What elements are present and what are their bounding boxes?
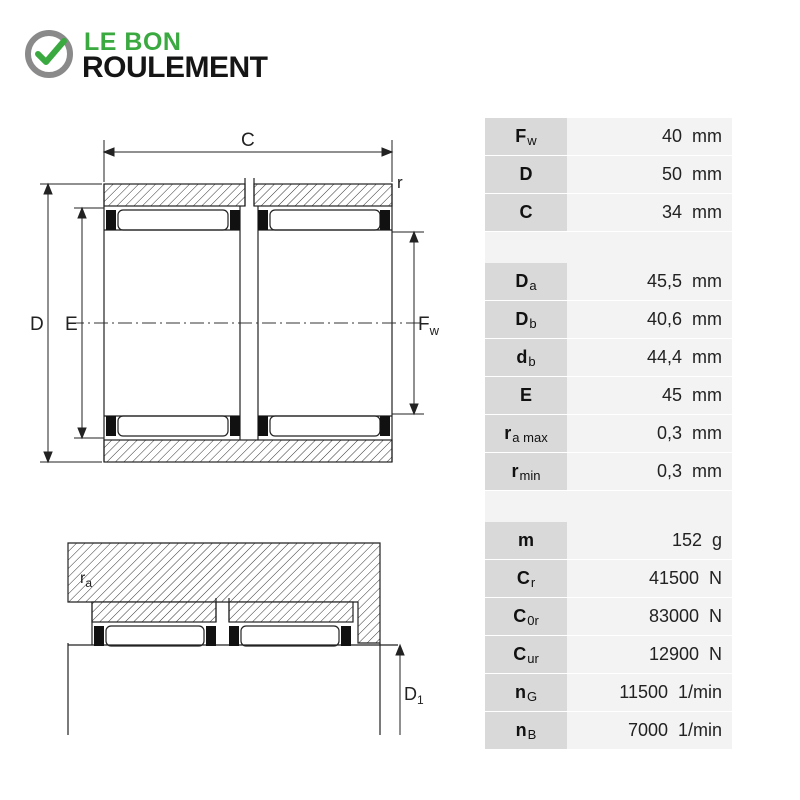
spec-row — [485, 118, 732, 156]
spec-value-cell — [567, 194, 732, 231]
spec-unit: mm — [692, 202, 722, 222]
spec-row — [485, 339, 732, 377]
spec-row — [485, 453, 732, 491]
spec-group-gap — [485, 232, 732, 263]
label-D1: $D_1$ — [404, 684, 424, 707]
spec-symbol-sub: r — [530, 575, 536, 590]
spec-symbol-main: D — [515, 309, 529, 329]
spec-symbol-main: m — [517, 530, 534, 550]
spec-value-cell — [567, 301, 732, 338]
spec-symbol-sub: b — [529, 316, 537, 331]
spec-symbol — [485, 301, 567, 338]
spec-symbol-sub: b — [528, 354, 536, 369]
spec-value-cell — [567, 118, 732, 155]
spec-unit: mm — [692, 461, 722, 481]
spec-value: 50 — [661, 164, 682, 184]
spec-symbol — [485, 522, 567, 559]
spec-group-mounting — [485, 263, 732, 491]
spec-row — [485, 598, 732, 636]
spec-unit: g — [711, 530, 722, 550]
spec-row — [485, 522, 732, 560]
spec-symbol — [485, 674, 567, 711]
spec-symbol — [485, 377, 567, 414]
spec-symbol — [485, 263, 567, 300]
logo-line1: LE BON — [84, 28, 182, 56]
dimension-D1 — [396, 645, 404, 735]
logo-line2: ROULEMENT — [82, 51, 268, 84]
spec-symbol-sub: 0r — [527, 613, 539, 628]
spec-symbol-sub: ur — [527, 651, 539, 666]
spec-value: 45,5 — [646, 271, 682, 291]
spec-unit: 1/min — [677, 682, 722, 702]
spec-value: 11500 — [619, 682, 668, 702]
spec-value: 40 — [661, 126, 682, 146]
spec-symbol-main: F — [515, 126, 527, 146]
spec-symbol — [485, 636, 567, 673]
spec-symbol — [485, 194, 567, 231]
spec-value: 0,3 — [656, 461, 682, 481]
label-Fw: $F_w$ — [418, 314, 439, 338]
spec-row — [485, 194, 732, 232]
spec-row — [485, 263, 732, 301]
spec-symbol — [485, 415, 567, 452]
spec-unit: mm — [692, 423, 722, 443]
label-ra: $r_a$ — [80, 570, 93, 590]
spec-value: 7000 — [627, 720, 668, 740]
spec-symbol-sub: a max — [512, 430, 548, 445]
spec-symbol — [485, 453, 567, 490]
spec-value-cell — [567, 339, 732, 376]
spec-row — [485, 636, 732, 674]
top-cross-section — [104, 178, 392, 462]
label-D: D — [30, 314, 44, 335]
spec-symbol-sub: G — [526, 689, 538, 704]
spec-symbol-main: r — [511, 461, 519, 481]
spec-symbol-main: d — [516, 347, 528, 367]
spec-row — [485, 712, 732, 750]
spec-symbol-main: n — [514, 682, 526, 702]
spec-value-cell — [567, 712, 732, 749]
spec-symbol — [485, 118, 567, 155]
spec-unit: mm — [692, 347, 722, 367]
spec-symbol-main: r — [504, 423, 512, 443]
spec-value: 40,6 — [646, 309, 682, 329]
spec-symbol-sub: w — [527, 133, 537, 148]
label-E: E — [65, 314, 78, 335]
spec-symbol — [485, 560, 567, 597]
spec-value-cell — [567, 415, 732, 452]
spec-unit: 1/min — [677, 720, 722, 740]
spec-value-cell — [567, 560, 732, 597]
spec-unit: mm — [692, 271, 722, 291]
spec-symbol-main: D — [519, 164, 533, 184]
spec-symbol — [485, 156, 567, 193]
spec-value-cell — [567, 453, 732, 490]
spec-symbol-main: D — [515, 271, 529, 291]
spec-row — [485, 560, 732, 598]
spec-unit: mm — [692, 309, 722, 329]
spec-unit: mm — [692, 385, 722, 405]
spec-symbol — [485, 339, 567, 376]
spec-table — [485, 118, 732, 750]
spec-value: 152 — [671, 530, 702, 550]
spec-value: 12900 — [648, 644, 699, 664]
spec-row — [485, 156, 732, 194]
spec-symbol-main: E — [519, 385, 532, 405]
spec-symbol-main: C — [516, 568, 530, 588]
spec-symbol-sub: min — [519, 468, 541, 483]
spec-symbol — [485, 712, 567, 749]
spec-unit: N — [709, 568, 722, 588]
spec-value-cell — [567, 636, 732, 673]
spec-group-dimensions — [485, 118, 732, 232]
spec-value: 34 — [661, 202, 682, 222]
spec-group-performance — [485, 522, 732, 750]
spec-symbol-main: C — [513, 644, 527, 664]
spec-value-cell — [567, 263, 732, 300]
spec-value: 41500 — [648, 568, 699, 588]
spec-value-cell — [567, 674, 732, 711]
spec-unit: mm — [692, 164, 722, 184]
spec-symbol-main: C — [519, 202, 533, 222]
spec-row — [485, 415, 732, 453]
spec-value-cell — [567, 156, 732, 193]
spec-row — [485, 674, 732, 712]
spec-symbol-sub: B — [527, 727, 537, 742]
spec-unit: mm — [692, 126, 722, 146]
spec-symbol-sub: a — [529, 278, 537, 293]
spec-value: 44,4 — [646, 347, 682, 367]
spec-symbol — [485, 598, 567, 635]
spec-symbol-main: C — [513, 606, 527, 626]
spec-value-cell — [567, 377, 732, 414]
spec-unit: N — [709, 644, 722, 664]
label-r: r — [397, 173, 403, 192]
spec-value: 83000 — [648, 606, 699, 626]
spec-value-cell — [567, 522, 732, 559]
spec-row — [485, 377, 732, 415]
spec-value: 0,3 — [656, 423, 682, 443]
spec-group-gap — [485, 491, 732, 522]
spec-value: 45 — [661, 385, 682, 405]
spec-value-cell — [567, 598, 732, 635]
spec-unit: N — [709, 606, 722, 626]
spec-symbol-main: n — [515, 720, 527, 740]
spec-row — [485, 301, 732, 339]
label-C: C — [241, 130, 255, 151]
